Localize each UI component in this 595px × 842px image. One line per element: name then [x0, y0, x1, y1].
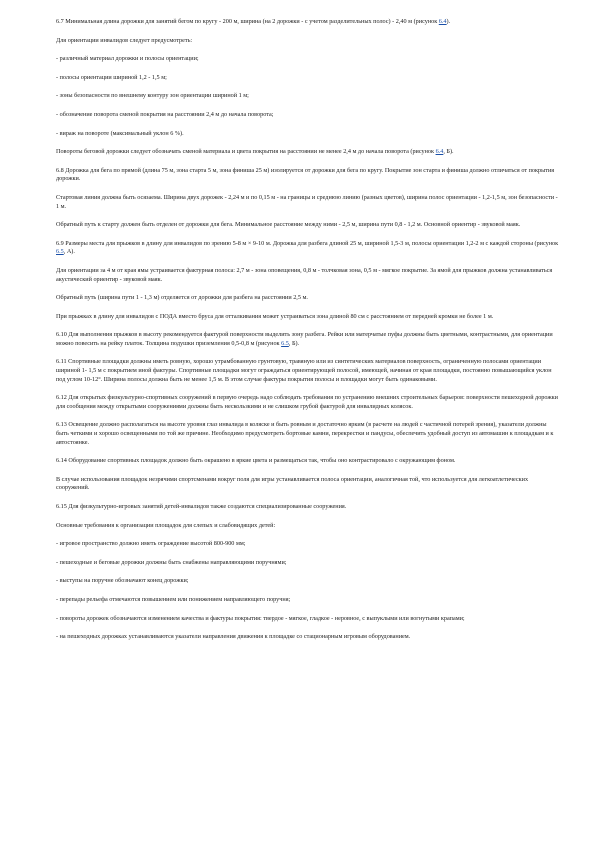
paragraph: [56, 522, 559, 531]
paragraph-text: Основные требования к организации площадок для слепых и слабовидящих детей:: [56, 521, 276, 529]
paragraph: [56, 111, 559, 120]
paragraph-text: - пешеходные и беговые дорожки должны быть снабжены направляющими поручнями;: [56, 558, 287, 566]
paragraph: [56, 503, 559, 512]
paragraph: [56, 394, 559, 411]
paragraph-text: Повороты беговой дорожки следует обозначать сменой материала и цвета покрытия на расстоянии не менее 2,4 м до начала поворота (рисунок: [56, 148, 436, 156]
paragraph: [56, 240, 559, 257]
paragraph-text: - обозначение поворота сменой покрытия на расстоянии 2,4 м до начала поворота;: [56, 110, 274, 118]
paragraph-text: Для ориентации за 4 м от края ямы устраивается фактурная полоса: 2,7 м - зона оповещения, 0,8 м - толчковая зона, 0,5 м - мягкое покрытие. За ямой для прыжков должна устанавливаться акустический ориентир - звуковой маяк.: [56, 266, 553, 283]
paragraph-text: 6.14 Оборудование спортивных площадок должно быть окрашено в яркие цвета и размещаться так, чтобы оно контрастировало с окружающим фоном.: [56, 457, 456, 465]
paragraph: [56, 267, 559, 284]
paragraph: [56, 294, 559, 303]
paragraph-text: Для ориентации инвалидов следует предусмотреть:: [56, 36, 193, 44]
paragraph-text: - полосы ориентации шириной 1,2 - 1,5 м;: [56, 73, 167, 81]
paragraph-text: При прыжках в длину для инвалидов с ПОДА вместо бруса для отталкивания может устраиваться зона длиной 80 см с расстоянием от передней кромки не более 1 м.: [56, 312, 494, 320]
paragraph: [56, 221, 559, 230]
paragraph: [56, 476, 559, 493]
paragraph-text: 6.10 Для выполнения прыжков в высоту рекомендуется фактурой поверхности выделить зону разбега. Рейки или матерчатые пуфы должны быть цветными, контрастными, для ориентации можно повесить на рейку платок. Толщина подушки приземления 0,5-0,8 м (рисунок: [56, 331, 553, 347]
figure-link[interactable]: 6.4: [435, 148, 444, 156]
paragraph: [56, 148, 559, 157]
paragraph-text: 6.7 Минимальная длина дорожки для занятий бегом по кругу - 200 м, ширина (на 2 дорожки - с учетом разделительных полос) - 2,40 м (рисунок: [56, 18, 439, 25]
figure-link[interactable]: 6.4: [438, 18, 447, 25]
figure-link[interactable]: 6.5: [281, 339, 289, 347]
paragraph-text: - повороты дорожек обозначаются изменением качества и фактуры покрытия: твердое - мягкое, гладкое - неровное, с выпуклыми или вогнутыми крапами;: [56, 614, 465, 622]
paragraph-text: - перепады рельефа отмечаются повышением или понижением направляющего поручня;: [56, 595, 291, 603]
paragraph-text: - выступы на поручне обозначают конец дорожки;: [56, 577, 189, 585]
paragraph: [56, 577, 559, 586]
paragraph-text: - зоны безопасности по внешнему контуру зон ориентации шириной 1 м;: [56, 92, 249, 100]
paragraph: [56, 74, 559, 83]
paragraph-tail: , Б).: [443, 148, 454, 156]
paragraph-text: Стартовая линия должна быть осязаема. Ширина двух дорожек - 2,24 м и по 0,15 м - на границы и среднюю линию (разных цветов), ширина полос ориентации - 1,2-1,5 м, зон безопасности - 1 м.: [56, 193, 558, 210]
paragraph-tail: ).: [446, 18, 451, 25]
paragraph-text: Обратный путь к старту должен быть отделен от дорожки для бега. Минимальное расстояние между ними - 2,5 м, ширина пути 0,8 - 1,2 м. Основной ориентир - звуковой маяк.: [56, 221, 521, 229]
paragraph-text: - игровое пространство должно иметь ограждение высотой 800-900 мм;: [56, 540, 246, 548]
paragraph-text: - различный материал дорожки и полосы ориентации;: [56, 55, 199, 63]
paragraph-tail: , А).: [63, 248, 75, 256]
paragraph: [56, 559, 559, 568]
paragraph-text: 6.12 Для открытых физкультурно-спортивных сооружений в первую очередь надо соблюдать требования по устранению внешних строительных барьеров: поверхности пешеходной дорожки для сообщения между открытыми сооружениями должны быть нескользкими и не слишком грубой фактурой для инвалидных колясок.: [56, 394, 558, 410]
paragraph: [56, 55, 559, 64]
paragraph: [56, 540, 559, 549]
paragraph: [56, 457, 559, 466]
paragraph-text: - вираж на повороте (максимальный уклон 6 %).: [56, 129, 184, 137]
paragraph-text: 6.8 Дорожка для бега по прямой (длина 75 м, зона старта 5 м, зона финиша 25 м) изолируется от дорожки для бега по кругу. Покрытие зон старта и финиша должно отличаться от покрытия дорожки.: [56, 166, 555, 183]
paragraph: [56, 37, 559, 46]
paragraph: [56, 18, 559, 27]
paragraph: [56, 331, 559, 348]
paragraph: [56, 421, 559, 447]
paragraph: [56, 596, 559, 605]
paragraph: [56, 358, 559, 384]
paragraph-text: - на пешеходных дорожках устанавливаются указатели направления движения к площадке со стационарным игровым оборудованием.: [56, 633, 411, 641]
paragraph: [56, 92, 559, 101]
paragraph: [56, 167, 559, 184]
paragraph: [56, 130, 559, 139]
paragraph: [56, 633, 559, 642]
paragraph-text: Обратный путь (ширина пути 1 - 1,3 м) отделяется от дорожки для разбега на расстоянии 2,5 м.: [56, 294, 308, 302]
paragraph-text: 6.15 Для физкультурно-игровых занятий детей-инвалидов также создаются специализированные сооружения.: [56, 503, 347, 510]
paragraph: [56, 313, 559, 322]
paragraph: [56, 615, 559, 624]
figure-link[interactable]: 6.5: [56, 248, 64, 256]
paragraph-text: В случае использования площадок незрячими спортсменами вокруг поля для игры устанавливается полоса ориентации, аналогичная той, что используется для легкоатлетических сооружений.: [56, 475, 529, 492]
paragraph-text: 6.11 Спортивные площадки должны иметь ровную, хорошо утрамбованную грунтовую, травяную или из синтетических материалов поверхность, ограниченную полосами ориентации шириной 1- 1,5 м с покрытием иной фактуры. Спортивные площадки могут ограждаться ориентирующей полосой, имеющей, начиная от края площадки, постоянно повышающийся уклон под углом 10-12°. Ширина полосы должна быть не менее 1,5 м. В этом случае фактуры покрытия полосы и площадки могут быть одинаковыми.: [56, 358, 552, 383]
paragraph-text: 6.13 Освещение должно располагаться на высоте уровня глаз инвалида в коляске и быть ровным и достаточно ярким (в расчете на людей с частичной потерей зрения), указатели должны быть четкими и хорошо освещенными по той же причине. Необходимо предусмотреть бортовые камни, перекрестки и пандусы, обеспечить удобный доступ из автомашин к площадкам и к автостоянке.: [56, 421, 554, 446]
paragraph: [56, 194, 559, 211]
paragraph-tail: , Б).: [288, 339, 300, 347]
paragraph-text: 6.9 Размеры места для прыжков в длину для инвалидов по зрению 5-8 м × 9-10 м. Дорожка для разбега длиной 25 м, шириной 1,5-3 м, полосы ориентации 1,2-2 м с каждой стороны (рисунок: [56, 239, 559, 247]
